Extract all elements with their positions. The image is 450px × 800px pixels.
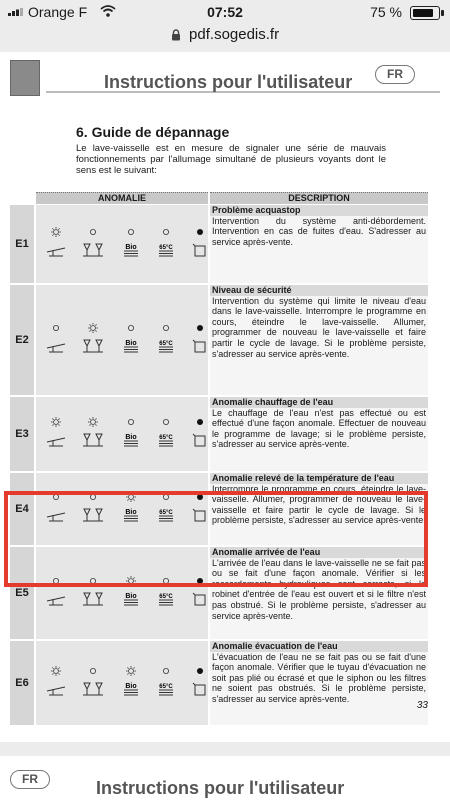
temperature-label: 65°C <box>159 435 173 441</box>
indicator-icons <box>36 547 208 639</box>
error-code: E4 <box>10 473 34 545</box>
indicator-icons <box>36 641 208 725</box>
pan-indicator-icon <box>193 578 205 605</box>
row-title: Anomalie chauffage de l'eau <box>210 397 428 408</box>
table-row <box>10 547 428 639</box>
page-header-title: Instructions pour l'utilisateur <box>96 778 345 798</box>
temperature-label: 65°C <box>159 341 173 347</box>
table-row <box>10 397 428 471</box>
row-title: Problème acquastop <box>210 205 428 216</box>
table-row <box>10 641 428 725</box>
address-bar[interactable] <box>0 26 450 46</box>
pan-indicator-icon <box>193 325 205 352</box>
row-body: Intervention du système anti-débordement. Intervention en cas de fuites d'eau. S'adresser au service après-vente. <box>212 215 426 247</box>
pan-indicator-icon <box>193 229 205 256</box>
intensive-indicator-icon <box>159 229 173 256</box>
clock: 07:52 <box>207 4 243 20</box>
pan-indicator-icon <box>193 668 205 695</box>
indicator-icons-svg <box>36 547 208 639</box>
glasses-indicator-icon <box>83 417 103 446</box>
error-code: E2 <box>10 285 34 395</box>
pdf-page-next[interactable] <box>0 756 450 800</box>
row-title: Anomalie relevé de la température de l'eau <box>210 473 428 484</box>
prewash-indicator-icon <box>47 227 65 256</box>
bio-label: Bio <box>125 340 137 347</box>
pan-indicator-icon <box>193 419 205 446</box>
row-title: Niveau de sécurité <box>210 285 428 296</box>
bio-label: Bio <box>125 434 137 441</box>
row-body: Le chauffage de l'eau n'est pas effectué ou est effectué d'une façon anomale. Effectuer de nouveau le programme de lavage; si le problème persiste, s'adresser au service après-vente. <box>212 407 426 450</box>
glasses-indicator-icon <box>83 668 103 695</box>
page-header-title: Instructions pour l'utilisateur <box>104 72 353 92</box>
indicator-icons-svg <box>36 397 208 471</box>
row-description <box>210 473 428 545</box>
indicator-icons <box>36 397 208 471</box>
indicator-icons-svg <box>36 473 208 545</box>
indicator-icons <box>36 285 208 395</box>
bio-label: Bio <box>125 593 137 600</box>
temperature-label: 65°C <box>159 510 173 516</box>
indicator-icons-svg <box>36 641 208 725</box>
table-row <box>10 285 428 395</box>
intensive-indicator-icon <box>159 325 173 352</box>
eco-indicator-icon <box>124 325 138 352</box>
eco-indicator-icon <box>124 492 138 521</box>
eco-indicator-icon <box>124 666 138 695</box>
row-title: Anomalie évacuation de l'eau <box>210 641 428 652</box>
eco-indicator-icon <box>124 419 138 446</box>
page-number: 33 <box>416 700 428 711</box>
prewash-indicator-icon <box>47 494 65 521</box>
glasses-indicator-icon <box>83 323 103 352</box>
glasses-indicator-icon <box>83 229 103 256</box>
indicator-icons <box>36 205 208 283</box>
pdf-page[interactable] <box>0 52 450 742</box>
intensive-indicator-icon <box>159 668 173 695</box>
intensive-indicator-icon <box>159 494 173 521</box>
language-badge: FR <box>10 770 50 789</box>
table-header <box>10 192 428 203</box>
error-code: E1 <box>10 205 34 283</box>
brand-logo <box>10 60 40 96</box>
prewash-indicator-icon <box>47 578 65 605</box>
url-text: pdf.sogedis.fr <box>189 26 280 43</box>
row-description <box>210 285 428 395</box>
row-description <box>210 205 428 283</box>
section-intro: Le lave-vaisselle est en mesure de signaler une série de mauvais fonctionnements par l'allumage simultané de plusieurs voyants dont le sens est le suivant: <box>76 143 386 176</box>
row-body: Interrompre le programme en cours, éteindre le lave-vaisselle. Allumer, programmer de nouveau le lave-vaisselle et faire partir le cycle de lavage. Si le problème persiste, s'adresser au service après-vente. <box>212 483 426 526</box>
indicator-icons <box>36 473 208 545</box>
bio-label: Bio <box>125 509 137 516</box>
glasses-indicator-icon <box>83 494 103 521</box>
table-row <box>10 205 428 283</box>
indicator-icons-svg <box>36 285 208 395</box>
column-header-anomaly: ANOMALIE <box>36 192 208 204</box>
glasses-indicator-icon <box>83 578 103 605</box>
column-header-description: DESCRIPTION <box>210 192 428 204</box>
row-body: Intervention du système qui limite le niveau d'eau dans le lave-vaisselle. Interrompre le programme en cours, éteindre le lave-vaisselle. Allumer, programmer de nouveau le lave-vaisselle et faire partir le cycle de lavage. Si le problème persiste, s'adresser au service après-vente. <box>212 295 426 359</box>
status-bar <box>0 0 450 24</box>
indicator-icons-svg <box>36 205 208 283</box>
battery-icon <box>410 6 440 20</box>
intensive-indicator-icon <box>159 419 173 446</box>
table-row <box>10 473 428 545</box>
row-description <box>210 547 428 639</box>
prewash-indicator-icon <box>47 325 65 352</box>
temperature-label: 65°C <box>159 684 173 690</box>
prewash-indicator-icon <box>47 417 65 446</box>
temperature-label: 65°C <box>159 594 173 600</box>
row-body: L'évacuation de l'eau ne se fait pas ou se fait d'une façon anomale. Vérifier que le tuyau d'évacuation ne soit pas plié ou écrasé et que le siphon ou les filtres ne soient pas obstrués. Si le problème persiste, s'adresser au service après-vente. <box>212 651 426 704</box>
error-code: E3 <box>10 397 34 471</box>
section-title: 6. Guide de dépannage <box>76 124 230 140</box>
error-code: E6 <box>10 641 34 725</box>
error-code: E5 <box>10 547 34 639</box>
eco-indicator-icon <box>124 229 138 256</box>
pan-indicator-icon <box>193 494 205 521</box>
row-title: Anomalie arrivée de l'eau <box>210 547 428 558</box>
row-description <box>210 641 428 725</box>
eco-indicator-icon <box>124 576 138 605</box>
battery-percent: 75 % <box>370 4 402 20</box>
bio-label: Bio <box>125 244 137 251</box>
row-description <box>210 397 428 471</box>
prewash-indicator-icon <box>47 666 65 695</box>
intensive-indicator-icon <box>159 578 173 605</box>
temperature-label: 65°C <box>159 245 173 251</box>
lock-icon <box>171 29 181 41</box>
bio-label: Bio <box>125 683 137 690</box>
carrier-name: Orange F <box>28 4 88 20</box>
language-badge: FR <box>375 65 415 84</box>
row-body: L'arrivée de l'eau dans le lave-vaisselle ne se fait pas ou se fait d'une façon anomale. Vérifier si les raccordements hydrauliques sont corrects, si le robinet d'entrée de l'eau est ouvert et si le filtre n'est pas obstrué. Si le problème persiste, s'adresser au service après-vente. <box>212 557 426 621</box>
